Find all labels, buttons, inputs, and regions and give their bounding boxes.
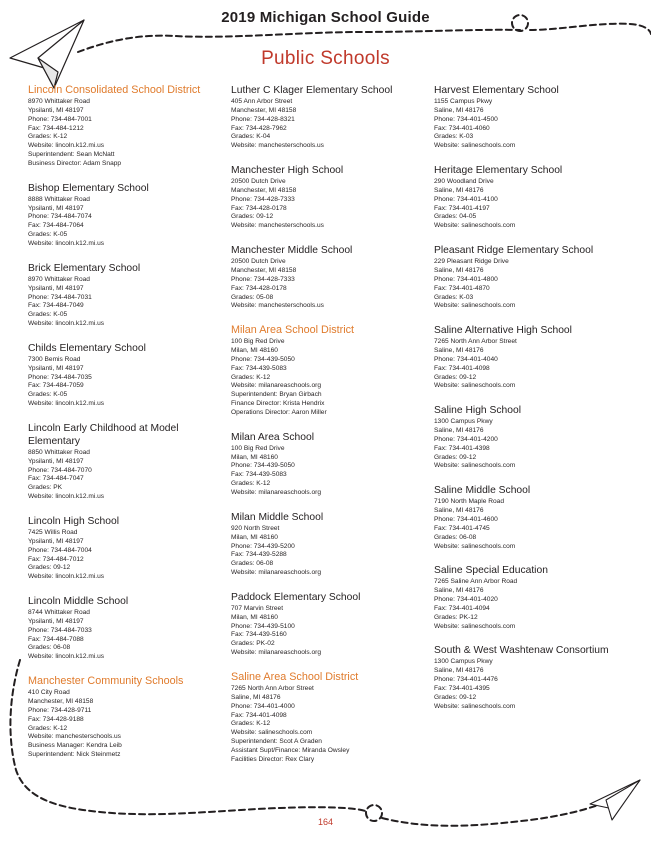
entry-detail-line: Fax: 734-484-7064 [28, 222, 84, 230]
entry-detail-line: 100 Big Red Drive [231, 444, 285, 452]
school-entry [231, 431, 431, 498]
entry-detail-line: Website: lincoln.k12.mi.us [28, 320, 105, 328]
school-name: Paddock Elementary School [231, 591, 361, 603]
entry-detail-line: 8888 Whittaker Road [28, 195, 90, 203]
entry-detail-line: Phone: 734-484-7070 [28, 466, 92, 474]
school-entry [434, 244, 634, 311]
entry-detail-line: Fax: 734-428-0178 [231, 284, 287, 292]
entry-detail-line: Phone: 734-401-4020 [434, 596, 498, 604]
entry-detail-line: Phone: 734-484-7001 [28, 115, 92, 123]
school-entry [231, 84, 431, 151]
entry-detail-line: 7265 North Ann Arbor Street [434, 338, 517, 346]
entry-detail-line: Finance Director: Krista Hendrix [231, 400, 325, 408]
school-name: Lincoln Early Childhood at Model Elementary [28, 422, 179, 447]
entry-detail-line: Fax: 734-484-1212 [28, 124, 84, 132]
entry-detail-line: Grades: K-12 [28, 724, 68, 732]
entry-detail-line: Superintendent: Scot A Graden [231, 738, 322, 746]
district-entry [231, 671, 431, 765]
column-2 [231, 84, 431, 778]
entry-detail-line: Ypsilanti, MI 48197 [28, 457, 84, 465]
entry-detail-line: 290 Woodland Drive [434, 178, 494, 186]
entry-detail-line: Fax: 734-439-5083 [231, 364, 287, 372]
entry-detail-line: Website: manchesterschools.us [28, 733, 121, 741]
school-entry [434, 484, 634, 551]
entry-detail-line: Fax: 734-484-7047 [28, 475, 84, 483]
school-name: Pleasant Ridge Elementary School [434, 245, 594, 257]
school-name: Saline Special Education [434, 565, 548, 577]
entry-detail-line: Phone: 734-401-4100 [434, 195, 498, 203]
school-name: South & West Washtenaw Consortium [434, 645, 609, 657]
entry-detail-line: Grades: K-04 [231, 133, 271, 141]
entry-detail-line: 7190 North Maple Road [434, 498, 505, 506]
entry-detail-line: Fax: 734-439-5083 [231, 471, 287, 479]
entry-detail-line: Grades: 09-12 [434, 373, 477, 381]
entry-detail-line: Phone: 734-401-4040 [434, 355, 498, 363]
school-entry [434, 564, 634, 631]
entry-detail-line: Phone: 734-484-7004 [28, 546, 92, 554]
entry-detail-line: Ypsilanti, MI 48197 [28, 617, 84, 625]
entry-detail-line: Ypsilanti, MI 48197 [28, 537, 84, 545]
district-entry [28, 84, 228, 169]
school-entry [28, 182, 228, 249]
entry-detail-line: 8970 Whittaker Road [28, 98, 90, 105]
entry-detail-line: Website: milanareaschools.org [231, 489, 322, 496]
entry-detail-line: Grades: 09-12 [231, 213, 274, 221]
entry-detail-line: Fax: 734-401-4098 [434, 364, 490, 372]
entry-detail-line: Fax: 734-428-0178 [231, 204, 287, 212]
entry-detail-line: Website: milanareaschools.org [231, 649, 322, 657]
entry-detail-line: Manchester, MI 48158 [231, 106, 297, 114]
entry-detail-line: Website: salineschools.com [434, 462, 516, 470]
entry-detail-line: Grades: K-03 [434, 293, 474, 301]
entry-detail-line: Website: salineschools.com [434, 622, 516, 630]
entry-detail-line: Website: salineschools.com [434, 542, 516, 550]
entry-detail-line: 1300 Campus Pkwy [434, 418, 493, 426]
entry-detail-line: Website: salineschools.com [434, 382, 516, 390]
entry-detail-line: Saline, MI 48176 [434, 667, 484, 675]
entry-detail-line: 7425 Willis Road [28, 529, 78, 536]
entry-detail-line: Fax: 734-401-4395 [434, 684, 490, 692]
entry-detail-line: Fax: 734-401-4398 [434, 444, 490, 452]
entry-detail-line: 8850 Whittaker Road [28, 448, 90, 456]
entry-detail-line: Website: lincoln.k12.mi.us [28, 653, 105, 661]
entry-detail-line: Website: lincoln.k12.mi.us [28, 573, 105, 581]
entry-detail-line: 8744 Whittaker Road [28, 609, 90, 617]
school-entry [231, 244, 431, 311]
entry-detail-line: Saline, MI 48176 [434, 266, 484, 274]
entry-detail-line: Fax: 734-428-7962 [231, 124, 287, 132]
entry-detail-line: Superintendent: Nick Steinmetz [28, 751, 121, 759]
entry-detail-line: Phone: 734-484-7035 [28, 373, 92, 381]
entry-detail-line: Grades: K-12 [28, 133, 68, 141]
entry-detail-line: Milan, MI 48160 [231, 613, 278, 621]
entry-detail-line: Grades: K-03 [434, 133, 474, 141]
school-name: Saline Middle School [434, 485, 531, 497]
entry-detail-line: Grades: K-05 [28, 231, 68, 239]
entry-detail-line: Phone: 734-484-7074 [28, 213, 92, 221]
entry-detail-line: Fax: 734-484-7088 [28, 635, 84, 643]
school-entry [231, 164, 431, 231]
entry-detail-line: Phone: 734-401-4800 [434, 275, 498, 283]
entry-detail-line: Grades: 04-05 [434, 213, 477, 221]
school-entry [28, 515, 228, 582]
entry-detail-line: Phone: 734-401-4200 [434, 435, 498, 443]
entry-detail-line: Ypsilanti, MI 48197 [28, 106, 84, 114]
entry-detail-line: 707 Marvin Street [231, 604, 284, 612]
entry-detail-line: Fax: 734-401-4745 [434, 524, 490, 532]
school-entry [231, 591, 431, 658]
entry-detail-line: Grades: K-05 [28, 311, 68, 319]
entry-detail-line: 7265 Saline Ann Arbor Road [434, 578, 518, 586]
school-entry [434, 324, 634, 391]
entry-detail-line: Grades: K-12 [231, 373, 271, 381]
school-name: Lincoln Middle School [28, 596, 129, 608]
entry-detail-line: Phone: 734-401-4500 [434, 115, 498, 123]
entry-detail-line: Website: lincoln.k12.mi.us [28, 239, 105, 247]
entry-detail-line: 8970 Whittaker Road [28, 275, 90, 283]
entry-detail-line: Phone: 734-439-5100 [231, 622, 295, 630]
school-name: Heritage Elementary School [434, 165, 563, 177]
entry-detail-line: Fax: 734-484-7059 [28, 382, 84, 390]
entry-detail-line: 7265 North Ann Arbor Street [231, 684, 314, 692]
entry-detail-line: Website: lincoln.k12.mi.us [28, 400, 105, 408]
school-name: Luther C Klager Elementary School [231, 85, 393, 96]
district-name: Manchester Community Schools [28, 675, 184, 688]
entry-detail-line: Phone: 734-428-7333 [231, 195, 295, 203]
entry-detail-line: Phone: 734-439-5050 [231, 355, 295, 363]
entry-detail-line: Saline, MI 48176 [434, 427, 484, 435]
entry-detail-line: Fax: 734-401-4060 [434, 124, 490, 132]
entry-detail-line: Grades: 09-12 [28, 564, 71, 572]
school-entry [434, 164, 634, 231]
entry-detail-line: Fax: 734-439-5288 [231, 551, 287, 559]
school-entry [434, 84, 634, 151]
entry-detail-line: 1300 Campus Pkwy [434, 658, 493, 666]
entry-detail-line: Website: salineschools.com [434, 222, 516, 230]
entry-detail-line: Business Manager: Kendra Leib [28, 742, 122, 750]
school-entry [231, 511, 431, 578]
entry-detail-line: Fax: 734-428-9188 [28, 715, 84, 723]
district-name: Saline Area School District [231, 670, 359, 683]
entry-detail-line: Phone: 734-439-5050 [231, 462, 295, 470]
entry-detail-line: Ypsilanti, MI 48197 [28, 204, 84, 212]
entry-detail-line: Saline, MI 48176 [231, 693, 281, 701]
school-name: Milan Middle School [231, 511, 324, 523]
entry-detail-line: Saline, MI 48176 [434, 587, 484, 595]
entry-detail-line: Website: salineschools.com [434, 142, 516, 150]
entry-detail-line: 100 Big Red Drive [231, 338, 285, 346]
entry-detail-line: Website: manchesterschools.us [231, 142, 324, 150]
entry-detail-line: Fax: 734-401-4197 [434, 204, 490, 212]
entry-detail-line: Phone: 734-428-8321 [231, 115, 295, 123]
entry-detail-line: Website: salineschools.com [434, 302, 516, 310]
entry-detail-line: Phone: 734-428-9711 [28, 706, 92, 714]
entry-detail-line: Saline, MI 48176 [434, 507, 484, 515]
entry-detail-line: Grades: K-05 [28, 391, 68, 399]
entry-detail-line: Ypsilanti, MI 48197 [28, 364, 84, 372]
school-entry [28, 595, 228, 662]
entry-detail-line: 405 Ann Arbor Street [231, 98, 293, 105]
entry-detail-line: Assistant Supt/Finance: Miranda Owsley [231, 746, 350, 754]
entry-detail-line: Fax: 734-401-4098 [231, 711, 287, 719]
page-header-title: 2019 Michigan School Guide [221, 9, 430, 26]
entry-detail-line: Grades: PK-02 [231, 640, 275, 648]
school-entry [28, 342, 228, 409]
entry-detail-line: Phone: 734-428-7333 [231, 275, 295, 283]
entry-detail-line: 229 Pleasant Ridge Drive [434, 258, 509, 266]
entry-detail-line: Website: lincoln.k12.mi.us [28, 142, 105, 150]
entry-detail-line: Ypsilanti, MI 48197 [28, 284, 84, 292]
page-number: 164 [317, 817, 334, 827]
entry-detail-line: 20500 Dutch Drive [231, 178, 286, 186]
entry-detail-line: Website: lincoln.k12.mi.us [28, 493, 105, 501]
school-name: Saline High School [434, 405, 522, 417]
entry-detail-line: Grades: 05-08 [231, 293, 274, 301]
entry-detail-line: Saline, MI 48176 [434, 106, 484, 114]
entry-detail-line: Manchester, MI 48158 [28, 697, 94, 705]
entry-detail-line: Website: salineschools.com [434, 702, 516, 710]
entry-detail-line: Fax: 734-484-7049 [28, 302, 84, 310]
entry-detail-line: Grades: 06-08 [28, 644, 71, 652]
entry-detail-line: Phone: 734-484-7033 [28, 626, 92, 634]
entry-detail-line: Operations Director: Aaron Miller [231, 408, 327, 416]
entry-detail-line: Fax: 734-401-4870 [434, 284, 490, 292]
entry-detail-line: Grades: 06-08 [231, 560, 274, 568]
entry-detail-line: Website: manchesterschools.us [231, 222, 324, 230]
entry-detail-line: 410 City Road [28, 689, 70, 697]
entry-detail-line: 1155 Campus Pkwy [434, 98, 493, 105]
school-name: Milan Area School [231, 431, 314, 443]
district-name: Lincoln Consolidated School District [28, 84, 201, 96]
school-name: Brick Elementary School [28, 262, 141, 274]
entry-detail-line: Grades: 09-12 [434, 693, 477, 701]
entry-detail-line: Phone: 734-401-4476 [434, 676, 498, 684]
entry-detail-line: Manchester, MI 48158 [231, 186, 297, 194]
entry-detail-line: Saline, MI 48176 [434, 347, 484, 355]
district-entry [28, 675, 228, 760]
entry-detail-line: Milan, MI 48160 [231, 533, 278, 541]
entry-detail-line: Superintendent: Sean McNatt [28, 151, 115, 159]
district-entry [231, 324, 431, 418]
school-name: Lincoln High School [28, 516, 120, 527]
entry-detail-line: Grades: K-12 [231, 480, 271, 488]
entry-detail-line: Website: milanareaschools.org [231, 382, 322, 390]
school-name: Manchester High School [231, 165, 344, 177]
entry-detail-line: Grades: PK [28, 484, 63, 492]
entry-detail-line: Fax: 734-439-5160 [231, 631, 287, 639]
column-3 [434, 84, 634, 725]
entry-detail-line: Milan, MI 48160 [231, 453, 278, 461]
entry-detail-line: Facilities Director: Rex Clary [231, 755, 315, 763]
entry-detail-line: 20500 Dutch Drive [231, 258, 286, 266]
entry-detail-line: Fax: 734-484-7012 [28, 555, 84, 563]
entry-detail-line: Website: manchesterschools.us [231, 302, 324, 310]
school-entry [434, 644, 634, 711]
entry-detail-line: Website: salineschools.com [231, 729, 313, 737]
entry-detail-line: Phone: 734-401-4600 [434, 516, 498, 523]
school-name: Manchester Middle School [231, 245, 353, 257]
entry-detail-line: Grades: 09-12 [434, 453, 477, 461]
district-name: Milan Area School District [231, 324, 355, 337]
school-name: Saline Alternative High School [434, 325, 572, 337]
entry-detail-line: 920 North Street [231, 524, 280, 532]
entry-detail-line: Grades: PK-12 [434, 613, 478, 621]
entry-detail-line: Milan, MI 48160 [231, 347, 278, 355]
entry-detail-line: Business Director: Adam Snapp [28, 159, 122, 167]
entry-detail-line: Grades: K-12 [231, 720, 271, 728]
school-name: Bishop Elementary School [28, 182, 149, 194]
entry-detail-line: Phone: 734-439-5200 [231, 542, 295, 550]
school-entry [28, 262, 228, 329]
entry-detail-line: Manchester, MI 48158 [231, 266, 297, 274]
section-title: Public Schools [261, 48, 390, 69]
school-name: Harvest Elementary School [434, 85, 559, 96]
school-entry [28, 422, 228, 502]
entry-detail-line: Phone: 734-401-4000 [231, 702, 295, 710]
paper-plane-icon-small [590, 780, 640, 820]
entry-detail-line: Grades: 06-08 [434, 533, 477, 541]
entry-detail-line: Phone: 734-484-7031 [28, 293, 92, 301]
entry-detail-line: Fax: 734-401-4094 [434, 604, 490, 612]
school-entry [434, 404, 634, 471]
column-1 [28, 84, 228, 773]
entry-detail-line: 7300 Bemis Road [28, 355, 81, 363]
school-name: Childs Elementary School [28, 342, 146, 354]
entry-detail-line: Superintendent: Bryan Girbach [231, 391, 322, 399]
entry-detail-line: Website: milanareaschools.org [231, 569, 322, 577]
entry-detail-line: Saline, MI 48176 [434, 186, 484, 194]
